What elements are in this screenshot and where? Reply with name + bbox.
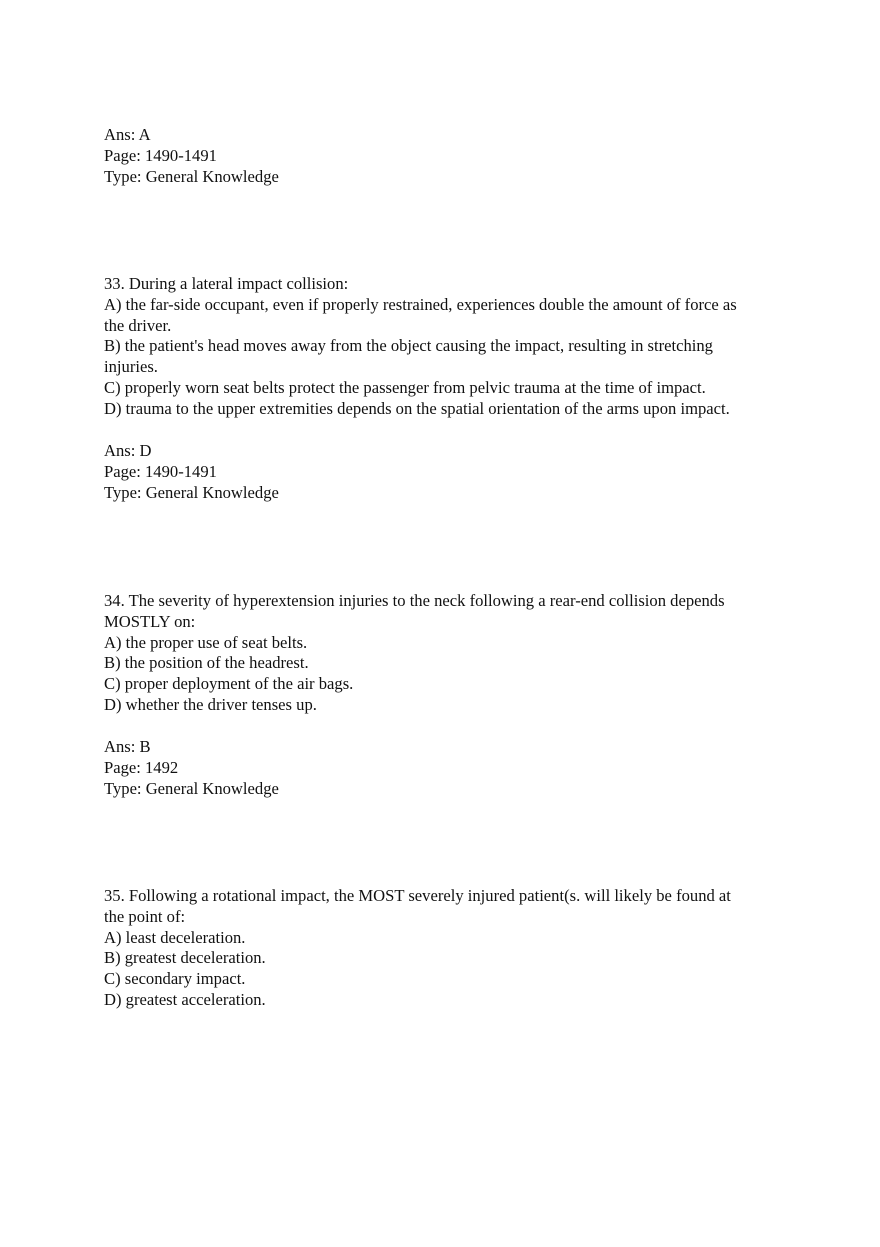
question-stem: 33. During a lateral impact collision:: [104, 274, 349, 293]
option-d: D) trauma to the upper extremities depends on the spatial orientation of the arms upon impact.: [104, 398, 730, 418]
question-stem-cont: MOSTLY on:: [104, 611, 196, 631]
answer-type: Type: General Knowledge: [104, 482, 279, 502]
option-d: D) whether the driver tenses up.: [104, 694, 317, 714]
answer-page: Page: 1492: [104, 757, 179, 777]
option-d: D) greatest acceleration.: [104, 989, 266, 1009]
answer-label: Ans: A: [104, 125, 151, 144]
option-b-cont: injuries.: [104, 357, 158, 377]
answer-label: Ans: D: [104, 441, 152, 460]
answer-type: Type: General Knowledge: [104, 778, 279, 798]
answer-page: Page: 1490-1491: [104, 461, 217, 481]
option-a: A) least deceleration.: [104, 927, 246, 947]
question-stem: 35. Following a rotational impact, the MOST severely injured patient(s. will likely be found at: [104, 886, 731, 905]
option-c: C) proper deployment of the air bags.: [104, 674, 354, 694]
option-b: B) the patient's head moves away from the object causing the impact, resulting in stretching: [104, 336, 713, 356]
answer-page: Page: 1490-1491: [104, 145, 217, 165]
answer-label: Ans: B: [104, 737, 151, 756]
option-a: A) the proper use of seat belts.: [104, 632, 308, 652]
option-b: B) the position of the headrest.: [104, 653, 309, 673]
option-b: B) greatest deceleration.: [104, 948, 266, 968]
question-35: [104, 886, 784, 1011]
answer-block-33: [104, 441, 784, 503]
question-stem: 34. The severity of hyperextension injuries to the neck following a rear-end collision depends: [104, 591, 725, 610]
answer-block-34: [104, 737, 784, 799]
option-a-cont: the driver.: [104, 315, 172, 335]
answer-block-prev: [104, 125, 784, 187]
question-33: [104, 274, 784, 420]
option-c: C) secondary impact.: [104, 969, 246, 989]
option-c: C) properly worn seat belts protect the passenger from pelvic trauma at the time of impact.: [104, 377, 706, 397]
question-stem-cont: the point of:: [104, 906, 186, 926]
option-a: A) the far-side occupant, even if properly restrained, experiences double the amount of force as: [104, 294, 737, 314]
answer-type: Type: General Knowledge: [104, 166, 279, 186]
question-34: [104, 591, 784, 716]
